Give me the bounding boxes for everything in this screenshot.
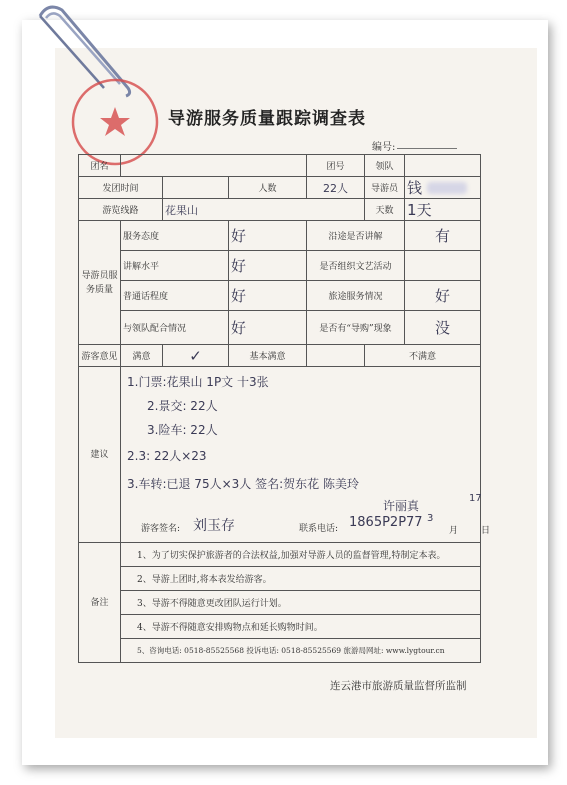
- row-fa-tuan: [79, 177, 481, 199]
- label-tian-shu: 天数: [365, 199, 405, 221]
- suggestion-line: 1.门票:花果山 1P文 十3张: [127, 375, 269, 389]
- value-dao-you-yuan: 钱: [407, 179, 423, 197]
- row-remark-1: [79, 543, 481, 567]
- label-yan-tu-jiang-jie: 沿途是否讲解: [307, 221, 405, 251]
- remark-item: 4、导游不得随意安排购物点和延长购物时间。: [121, 615, 481, 639]
- label-fu-wu-tai-du: 服务态度: [121, 221, 229, 251]
- suggestion-line: 2.景交: 22人: [147, 399, 218, 413]
- field-fa-tuan: [163, 177, 229, 199]
- remark-item: 3、导游不得随意更改团队运行计划。: [121, 591, 481, 615]
- label-day: 日: [481, 526, 491, 536]
- label-tuan-ming: 团名: [79, 155, 121, 177]
- value-date-month: 3: [427, 513, 434, 524]
- remark-item: 1、为了切实保护旅游者的合法权益,加强对导游人员的监督管理,特制定本表。: [121, 543, 481, 567]
- label-tourist-sign: 游客签名:: [141, 524, 181, 534]
- remark-item: 2、导游上团时,将本表发给游客。: [121, 567, 481, 591]
- row-suggestion: [79, 367, 481, 543]
- value-yan-tu-jiang-jie: 有: [405, 221, 481, 251]
- label-wen-yi-huo-dong: 是否组织文艺活动: [307, 251, 405, 281]
- label-month: 月: [449, 526, 459, 536]
- value-ling-dui-pei-he: 好: [229, 311, 307, 345]
- row-tuan-ming: [79, 155, 481, 177]
- row-xian-lu: [79, 199, 481, 221]
- row-remark-5: [79, 639, 481, 663]
- label-pu-tong-hua: 普通话程度: [121, 281, 229, 311]
- value-wen-yi-huo-dong: [405, 251, 481, 281]
- field-tuan-ming: [121, 155, 307, 177]
- row-guide-4: [79, 311, 481, 345]
- label-phone: 联系电话:: [299, 524, 339, 534]
- field-ji-ben: [307, 345, 365, 367]
- label-you-lan-xian-lu: 游览线路: [79, 199, 163, 221]
- footer-issuer: 连云港市旅游质量监督所监制: [330, 680, 467, 692]
- tourist-signature: 刘玉存: [193, 518, 235, 534]
- label-you-ke-yi-jian: 游客意见: [79, 345, 121, 367]
- row-remark-3: [79, 591, 481, 615]
- label-ren-shu: 人数: [229, 177, 307, 199]
- value-jiang-jie-shui-ping: 好: [229, 251, 307, 281]
- value-phone: 1865P2P77: [349, 515, 423, 530]
- row-remark-2: [79, 567, 481, 591]
- suggestion-line: 3.车转:已退 75人×3人 签名:贺东花 陈美玲: [127, 477, 359, 491]
- row-remark-4: [79, 615, 481, 639]
- value-you-lan-xian-lu: 花果山: [163, 199, 365, 221]
- suggestion-line: 3.险车: 22人: [147, 423, 218, 437]
- remark-item: 5、咨询电话: 0518-85525568 投诉电话: 0518-85525569 旅游局网址: www.lygtour.cn: [121, 639, 481, 663]
- label-guide-section: 导游员服务质量: [79, 221, 121, 345]
- serial-underline: [397, 148, 457, 149]
- label-fa-tuan-shi-jian: 发团时间: [79, 177, 163, 199]
- value-pu-tong-hua: 好: [229, 281, 307, 311]
- checkmark-icon: ✓: [163, 345, 229, 367]
- label-lv-tu-fu-wu: 旅途服务情况: [307, 281, 405, 311]
- value-ren-shu: 22人: [307, 177, 365, 199]
- extra-signature: 许丽真: [383, 499, 420, 513]
- value-lv-tu-fu-wu: 好: [405, 281, 481, 311]
- redaction-blur: [427, 182, 467, 194]
- suggestion-line: 2.3: 22人×23: [127, 449, 207, 463]
- row-guide-1: [79, 221, 481, 251]
- value-tian-shu: 1天: [405, 199, 481, 221]
- label-jiang-jie-shui-ping: 讲解水平: [121, 251, 229, 281]
- row-guide-2: [79, 251, 481, 281]
- label-tuan-hao: 团号: [307, 155, 365, 177]
- value-date-day: 17: [469, 493, 482, 504]
- value-dao-gou: 没: [405, 311, 481, 345]
- label-ji-ben-man-yi: 基本满意: [229, 345, 307, 367]
- survey-form-table: [78, 154, 491, 663]
- label-suggestion: 建议: [79, 367, 121, 543]
- row-opinion: [79, 345, 481, 367]
- serial-label: 编号:: [372, 142, 396, 153]
- label-dao-gou: 是否有“导购”现象: [307, 311, 405, 345]
- label-ling-dui: 领队: [365, 155, 405, 177]
- page-title: 导游服务质量跟踪调查表: [168, 109, 366, 129]
- field-dao-you-yuan: [405, 177, 481, 199]
- label-bu-man-yi: 不满意: [365, 345, 481, 367]
- label-ling-dui-pei-he: 与领队配合情况: [121, 311, 229, 345]
- label-man-yi: 满意: [121, 345, 163, 367]
- value-fu-wu-tai-du: 好: [229, 221, 307, 251]
- suggestion-area: [121, 367, 491, 543]
- label-remarks: 备注: [79, 543, 121, 663]
- row-guide-3: [79, 281, 481, 311]
- label-dao-you-yuan: 导游员: [365, 177, 405, 199]
- field-ling-dui: [405, 155, 481, 177]
